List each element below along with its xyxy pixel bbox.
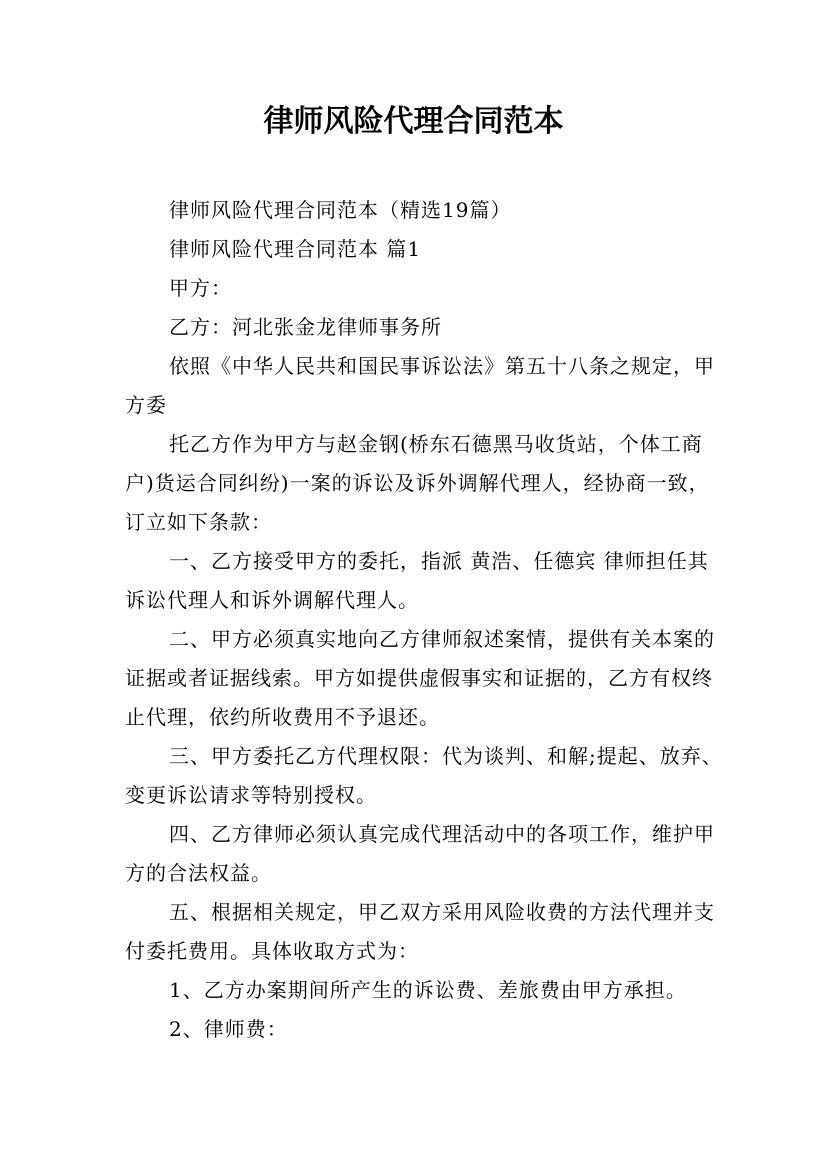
paragraph-clause-5: 五、根据相关规定，甲乙双方采用风险收费的方法代理并支付委托费用。具体收取方式为： — [125, 900, 715, 963]
paragraph-clause-2: 二、甲方必须真实地向乙方律师叙述案情，提供有关本案的证据或者证据线索。甲方如提供虚假事实和证据的，乙方有权终止代理，依约所收费用不予退还。 — [125, 627, 715, 729]
paragraph-party-b: 乙方：河北张金龙律师事务所 — [169, 315, 442, 339]
paragraph-section-heading: 律师风险代理合同范本 篇1 — [169, 237, 422, 261]
document-body — [125, 191, 725, 1049]
paragraph-clause-4: 四、乙方律师必须认真完成代理活动中的各项工作，维护甲方的合法权益。 — [125, 822, 715, 885]
paragraph-fee-item-1: 1、乙方办案期间所产生的诉讼费、差旅费由甲方承担。 — [169, 978, 687, 1002]
paragraph-clause-3: 三、甲方委托乙方代理权限：代为谈判、和解;提起、放弃、变更诉讼请求等特别授权。 — [125, 744, 723, 807]
paragraph-entrustment: 托乙方作为甲方与赵金钢(桥东石德黑马收货站，个体工商户)货运合同纠纷)一案的诉讼及诉外调解代理人，经协商一致，订立如下条款： — [125, 432, 710, 534]
paragraph-clause-1: 一、乙方接受甲方的委托，指派 黄浩、任德宾 律师担任其诉讼代理人和诉外调解代理人。 — [125, 549, 709, 612]
document-title: 律师风险代理合同范本 — [263, 104, 564, 139]
paragraph-fee-item-2: 2、律师费： — [169, 1017, 288, 1041]
paragraph-party-a: 甲方： — [169, 276, 232, 300]
paragraph-legal-basis: 依照《中华人民共和国民事诉讼法》第五十八条之规定，甲方委 — [125, 354, 715, 417]
paragraph-subtitle: 律师风险代理合同范本（精选19篇） — [169, 198, 512, 222]
